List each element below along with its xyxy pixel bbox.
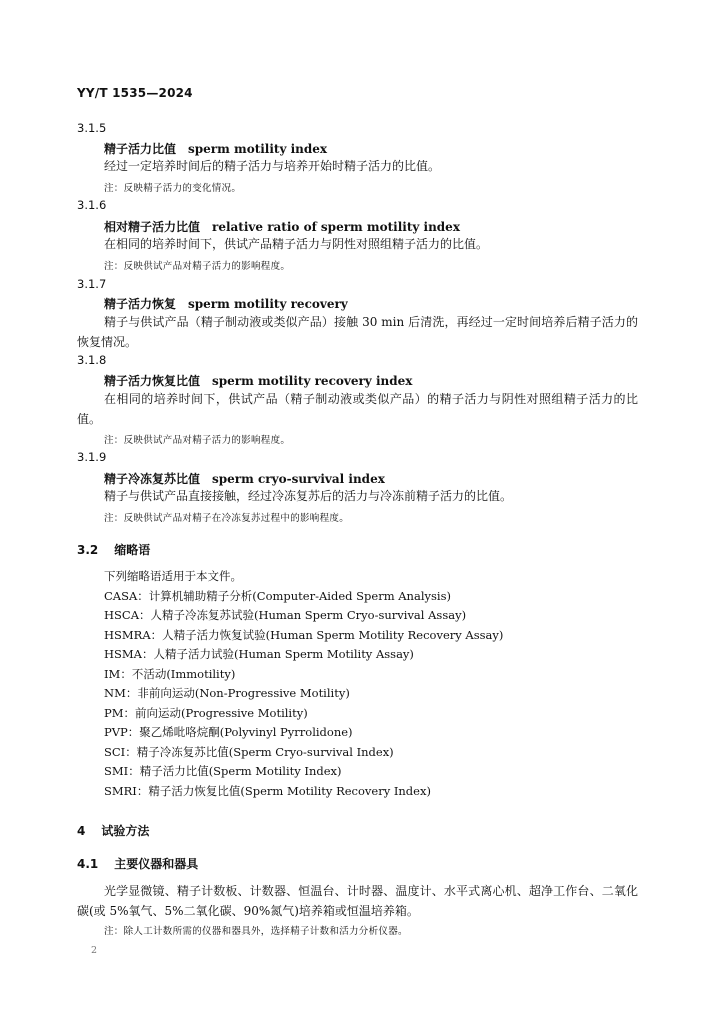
section-title: 缩略语 xyxy=(114,543,151,557)
term-heading xyxy=(104,372,412,389)
section-number: 4.1 xyxy=(77,857,99,871)
abbreviation-item: HSMRA：人精子活力恢复试验(Human Sperm Motility Recovery Assay) xyxy=(104,627,504,642)
section-number: 3.2 xyxy=(77,543,99,557)
term-en: sperm motility index xyxy=(188,142,328,156)
abbreviation-item: PM：前向运动(Progressive Motility) xyxy=(104,705,308,720)
term-zh: 相对精子活力比值 xyxy=(104,220,201,234)
term-heading xyxy=(104,295,348,312)
abbreviation-item: SMI：精子活力比值(Sperm Motility Index) xyxy=(104,764,342,778)
term-note: 注：反映供试产品对精子活力的影响程度。 xyxy=(104,435,291,446)
section-heading-3-2 xyxy=(77,541,150,558)
abbreviation-item: NM：非前向运动(Non-Progressive Motility) xyxy=(104,686,350,700)
term-note: 注：反映供试产品对精子在冷冻复苏过程中的影响程度。 xyxy=(104,513,350,524)
abbreviation-list xyxy=(104,567,503,801)
term-en: relative ratio of sperm motility index xyxy=(212,220,460,234)
term-definition: 精子与供试产品（精子制动液或类似产品）接触 30 min 后清洗，再经过一定时间培养后精子活力的恢复情况。 xyxy=(77,315,638,349)
term-zh: 精子活力比值 xyxy=(104,142,177,156)
clause-number: 3.1.7 xyxy=(77,277,107,291)
term-definition: 经过一定培养时间后的精子活力与培养开始时精子活力的比值。 xyxy=(104,159,441,173)
section-heading-4-1 xyxy=(77,855,198,872)
term-definition: 精子与供试产品直接接触，经过冷冻复苏后的活力与冷冻前精子活力的比值。 xyxy=(104,489,513,503)
abbreviation-intro: 下列缩略语适用于本文件。 xyxy=(104,569,242,583)
term-definition: 在相同的培养时间下，供试产品精子活力与阴性对照组精子活力的比值。 xyxy=(104,237,489,251)
abbreviation-item: HSMA：人精子活力试验(Human Sperm Motility Assay) xyxy=(104,647,414,661)
term-heading xyxy=(104,140,327,157)
clause-number: 3.1.6 xyxy=(77,198,107,212)
term-heading xyxy=(104,470,385,487)
term-en: sperm motility recovery xyxy=(188,297,348,311)
abbreviation-item: HSCA：人精子冷冻复苏试验(Human Sperm Cryo-survival Assay) xyxy=(104,608,467,622)
term-note: 注：反映精子活力的变化情况。 xyxy=(104,183,242,194)
term-heading xyxy=(104,218,460,235)
section-title: 主要仪器和器具 xyxy=(114,857,199,871)
section-note: 注：除人工计数所需的仪器和器具外，选择精子计数和活力分析仪器。 xyxy=(104,926,408,937)
term-zh: 精子活力恢复比值 xyxy=(104,374,201,388)
term-note: 注：反映供试产品对精子活力的影响程度。 xyxy=(104,261,291,272)
page-number: 2 xyxy=(91,945,98,956)
section-heading-4 xyxy=(77,822,149,839)
abbreviation-item: SMRI：精子活力恢复比值(Sperm Motility Recovery Index) xyxy=(104,783,431,798)
clause-number: 3.1.8 xyxy=(77,353,107,367)
standard-code-header: YY/T 1535—2024 xyxy=(77,86,193,100)
clause-number: 3.1.5 xyxy=(77,121,107,135)
section-text: 光学显微镜、精子计数板、计数器、恒温台、计时器、温度计、水平式离心机、超净工作台、二氧化碳(或 5%氧气、5%二氧化碳、90%氮气)培养箱或恒温培养箱。 xyxy=(77,884,638,918)
term-en: sperm cryo-survival index xyxy=(212,472,385,486)
term-en: sperm motility recovery index xyxy=(212,374,413,388)
clause-number: 3.1.9 xyxy=(77,450,107,464)
term-zh: 精子冷冻复苏比值 xyxy=(104,472,201,486)
abbreviation-item: SCI：精子冷冻复苏比值(Sperm Cryo-survival Index) xyxy=(104,744,394,759)
abbreviation-item: IM：不活动(Immotility) xyxy=(104,666,236,681)
section-number: 4 xyxy=(77,824,86,838)
abbreviation-item: PVP：聚乙烯吡咯烷酮(Polyvinyl Pyrrolidone) xyxy=(104,725,353,739)
section-title: 试验方法 xyxy=(101,824,150,838)
term-definition: 在相同的培养时间下，供试产品（精子制动液或类似产品）的精子活力与阴性对照组精子活力的比值。 xyxy=(77,392,638,426)
abbreviation-item: CASA：计算机辅助精子分析(Computer-Aided Sperm Analysis) xyxy=(104,588,451,603)
term-zh: 精子活力恢复 xyxy=(104,297,177,311)
